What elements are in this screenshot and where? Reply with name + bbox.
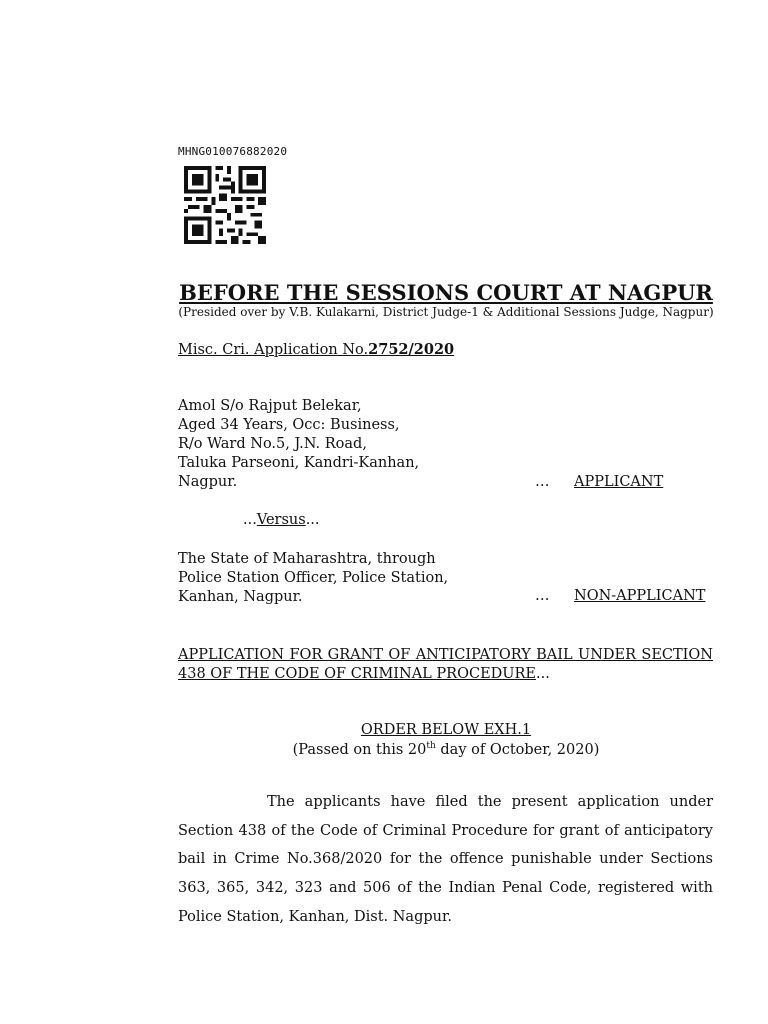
application-subject: APPLICATION FOR GRANT OF ANTICIPATORY BAIL UNDER SECTION 438 OF THE CODE OF CRIMINAL PROCEDURE... — [178, 647, 713, 682]
versus: ...Versus... — [243, 512, 320, 528]
order-heading: ORDER BELOW EXH.1 — [360, 722, 532, 738]
qr-code-icon — [184, 166, 266, 244]
presided-over: (Presided over by V.B. Kulakarni, District Judge-1 & Additional Sessions Judge, Nagpur) — [178, 305, 714, 319]
applicant-line: Nagpur. — [178, 474, 238, 490]
non-applicant-dots: … — [535, 588, 550, 604]
cnr-number: MHNG010076882020 — [178, 145, 288, 158]
non-applicant-line: The State of Maharashtra, through — [178, 551, 436, 567]
order-passed-date: (Passed on this 20th day of October, 2020) — [292, 741, 600, 758]
application-number: Misc. Cri. Application No.2752/2020 — [178, 341, 455, 358]
court-title: BEFORE THE SESSIONS COURT AT NAGPUR — [179, 280, 713, 305]
applicant-line: Taluka Parseoni, Kandri-Kanhan, — [178, 455, 420, 471]
applicant-line: Amol S/o Rajput Belekar, — [178, 398, 362, 414]
applicant-role: APPLICANT — [574, 474, 664, 490]
order-body-paragraph: The applicants have filed the present application under Section 438 of the Code of Criminal Procedure for grant of anticipatory bail in Crime No.368/2020 for the offence punishable under Sections 363, 365, 342, 323 and 506 of the Indian Penal Code, registered with Police Station, Kanhan, Dist. Nagpur. — [178, 794, 713, 925]
applicant-line: R/o Ward No.5, J.N. Road, — [178, 436, 367, 452]
non-applicant-role: NON-APPLICANT — [574, 588, 706, 604]
applicant-line: Aged 34 Years, Occ: Business, — [178, 417, 400, 433]
non-applicant-address — [178, 550, 448, 607]
applicant-address — [178, 397, 419, 492]
non-applicant-line: Kanhan, Nagpur. — [178, 589, 303, 605]
applicant-dots: … — [535, 474, 550, 490]
non-applicant-line: Police Station Officer, Police Station, — [178, 570, 449, 586]
